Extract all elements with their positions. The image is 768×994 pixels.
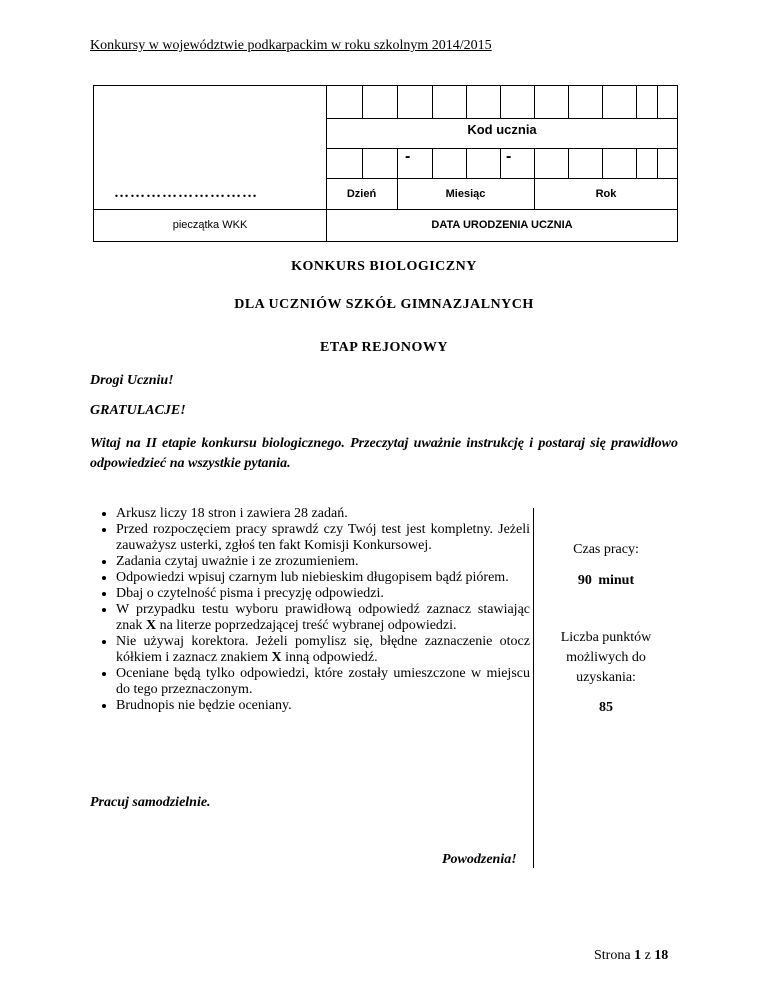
code-cell-line: [602, 86, 603, 118]
code-cell-line: [636, 86, 637, 118]
page-current: 1: [634, 948, 642, 963]
time-label: Czas pracy:: [573, 542, 639, 557]
stamp-dots: ………………………: [114, 185, 258, 201]
instruction-item: • Oceniane będą tylko odpowiedzi, które zostały umieszczone w miejscu do tego przeznaczonym.: [116, 666, 530, 698]
birth-date-label: DATA URODZENIA UCZNIA: [431, 219, 573, 231]
date-grid-row-line: [326, 178, 678, 179]
code-cell-line: [500, 86, 501, 118]
points-value: 85: [599, 700, 613, 715]
date-dash-2: -: [506, 148, 512, 165]
code-cell-line: [362, 86, 363, 118]
date-cell-line: [657, 148, 658, 178]
date-cell-line: [534, 148, 535, 178]
code-cell-line: [534, 86, 535, 118]
date-cell-line: [362, 148, 363, 178]
stage-title: ETAP REJONOWY: [320, 340, 448, 355]
instruction-item: • Dbaj o czytelność pisma i precyzję odpowiedzi.: [116, 586, 530, 602]
year-label: Rok: [595, 188, 617, 200]
date-cell-line: [500, 148, 501, 178]
student-code-form: [93, 85, 678, 242]
welcome-text: Witaj na II etapie konkursu biologicznego. Przeczytaj uważnie instrukcję i postaraj się prawidłowo odpowiedzieć na wszystkie pytania.: [90, 436, 678, 471]
instruction-item: • Zadania czytaj uważnie i ze zrozumieniem.: [116, 554, 530, 570]
instruction-item: • Odpowiedzi wpisuj czarnym lub niebieskim długopisem bądź piórem.: [116, 570, 530, 586]
column-divider: [533, 508, 534, 868]
contest-title: KONKURS BIOLOGICZNY: [291, 259, 477, 274]
code-cell-line: [432, 86, 433, 118]
instruction-item: • Nie używaj korektora. Jeżeli pomylisz się, błędne zaznaczenie otocz kółkiem i zaznacz znakiem X inną odpowiedź.: [116, 634, 530, 666]
code-cell-line: [657, 86, 658, 118]
day-label: Dzień: [346, 188, 377, 200]
good-luck-text: Powodzenia!: [442, 852, 517, 867]
code-cell-line: [568, 86, 569, 118]
page-header: Konkursy w województwie podkarpackim w roku szkolnym 2014/2015: [90, 38, 492, 53]
audience-title: DLA UCZNIÓW SZKÓŁ GIMNAZJALNYCH: [234, 297, 534, 312]
time-value: 90 minut: [577, 573, 635, 588]
date-cell-line: [636, 148, 637, 178]
date-cell-line: [602, 148, 603, 178]
points-label: Liczba punktów możliwych do uzyskania:: [560, 630, 652, 685]
code-grid-top-row-line: [326, 118, 678, 119]
date-cell-line: [397, 148, 398, 178]
page-sep: z: [641, 948, 655, 963]
month-label: Miesiąc: [445, 188, 486, 200]
instructions-list: [90, 506, 530, 714]
congrats: GRATULACJE!: [90, 403, 186, 418]
instruction-item: • W przypadku testu wyboru prawidłową odpowiedź zaznacz stawiając znak X na literze poprzedzającej treść wybranej odpowiedzi.: [116, 602, 530, 634]
instruction-item: • Przed rozpoczęciem pracy sprawdź czy Twój test jest kompletny. Jeżeli zauważysz usterki, zgłoś ten fakt Komisji Konkursowej.: [116, 522, 530, 554]
code-cell-line: [397, 86, 398, 118]
code-label: Kod ucznia: [467, 122, 537, 137]
page-total: 18: [654, 948, 669, 963]
work-alone-text: Pracuj samodzielnie.: [90, 795, 211, 810]
instruction-item: • Arkusz liczy 18 stron i zawiera 28 zadań.: [116, 506, 530, 522]
form-bottom-row-line: [94, 209, 678, 210]
date-cell-line: [568, 148, 569, 178]
instruction-item: • Brudnopis nie będzie oceniany.: [116, 698, 530, 714]
date-cell-line: [466, 148, 467, 178]
greeting: Drogi Uczniu!: [90, 373, 174, 388]
page-prefix: Strona: [594, 948, 635, 963]
code-grid-label-row-line: [326, 148, 678, 149]
stamp-label: pieczątka WKK: [172, 219, 248, 231]
date-cell-line: [432, 148, 433, 178]
date-dash-1: -: [405, 148, 411, 165]
code-cell-line: [466, 86, 467, 118]
page-number: [594, 948, 668, 964]
